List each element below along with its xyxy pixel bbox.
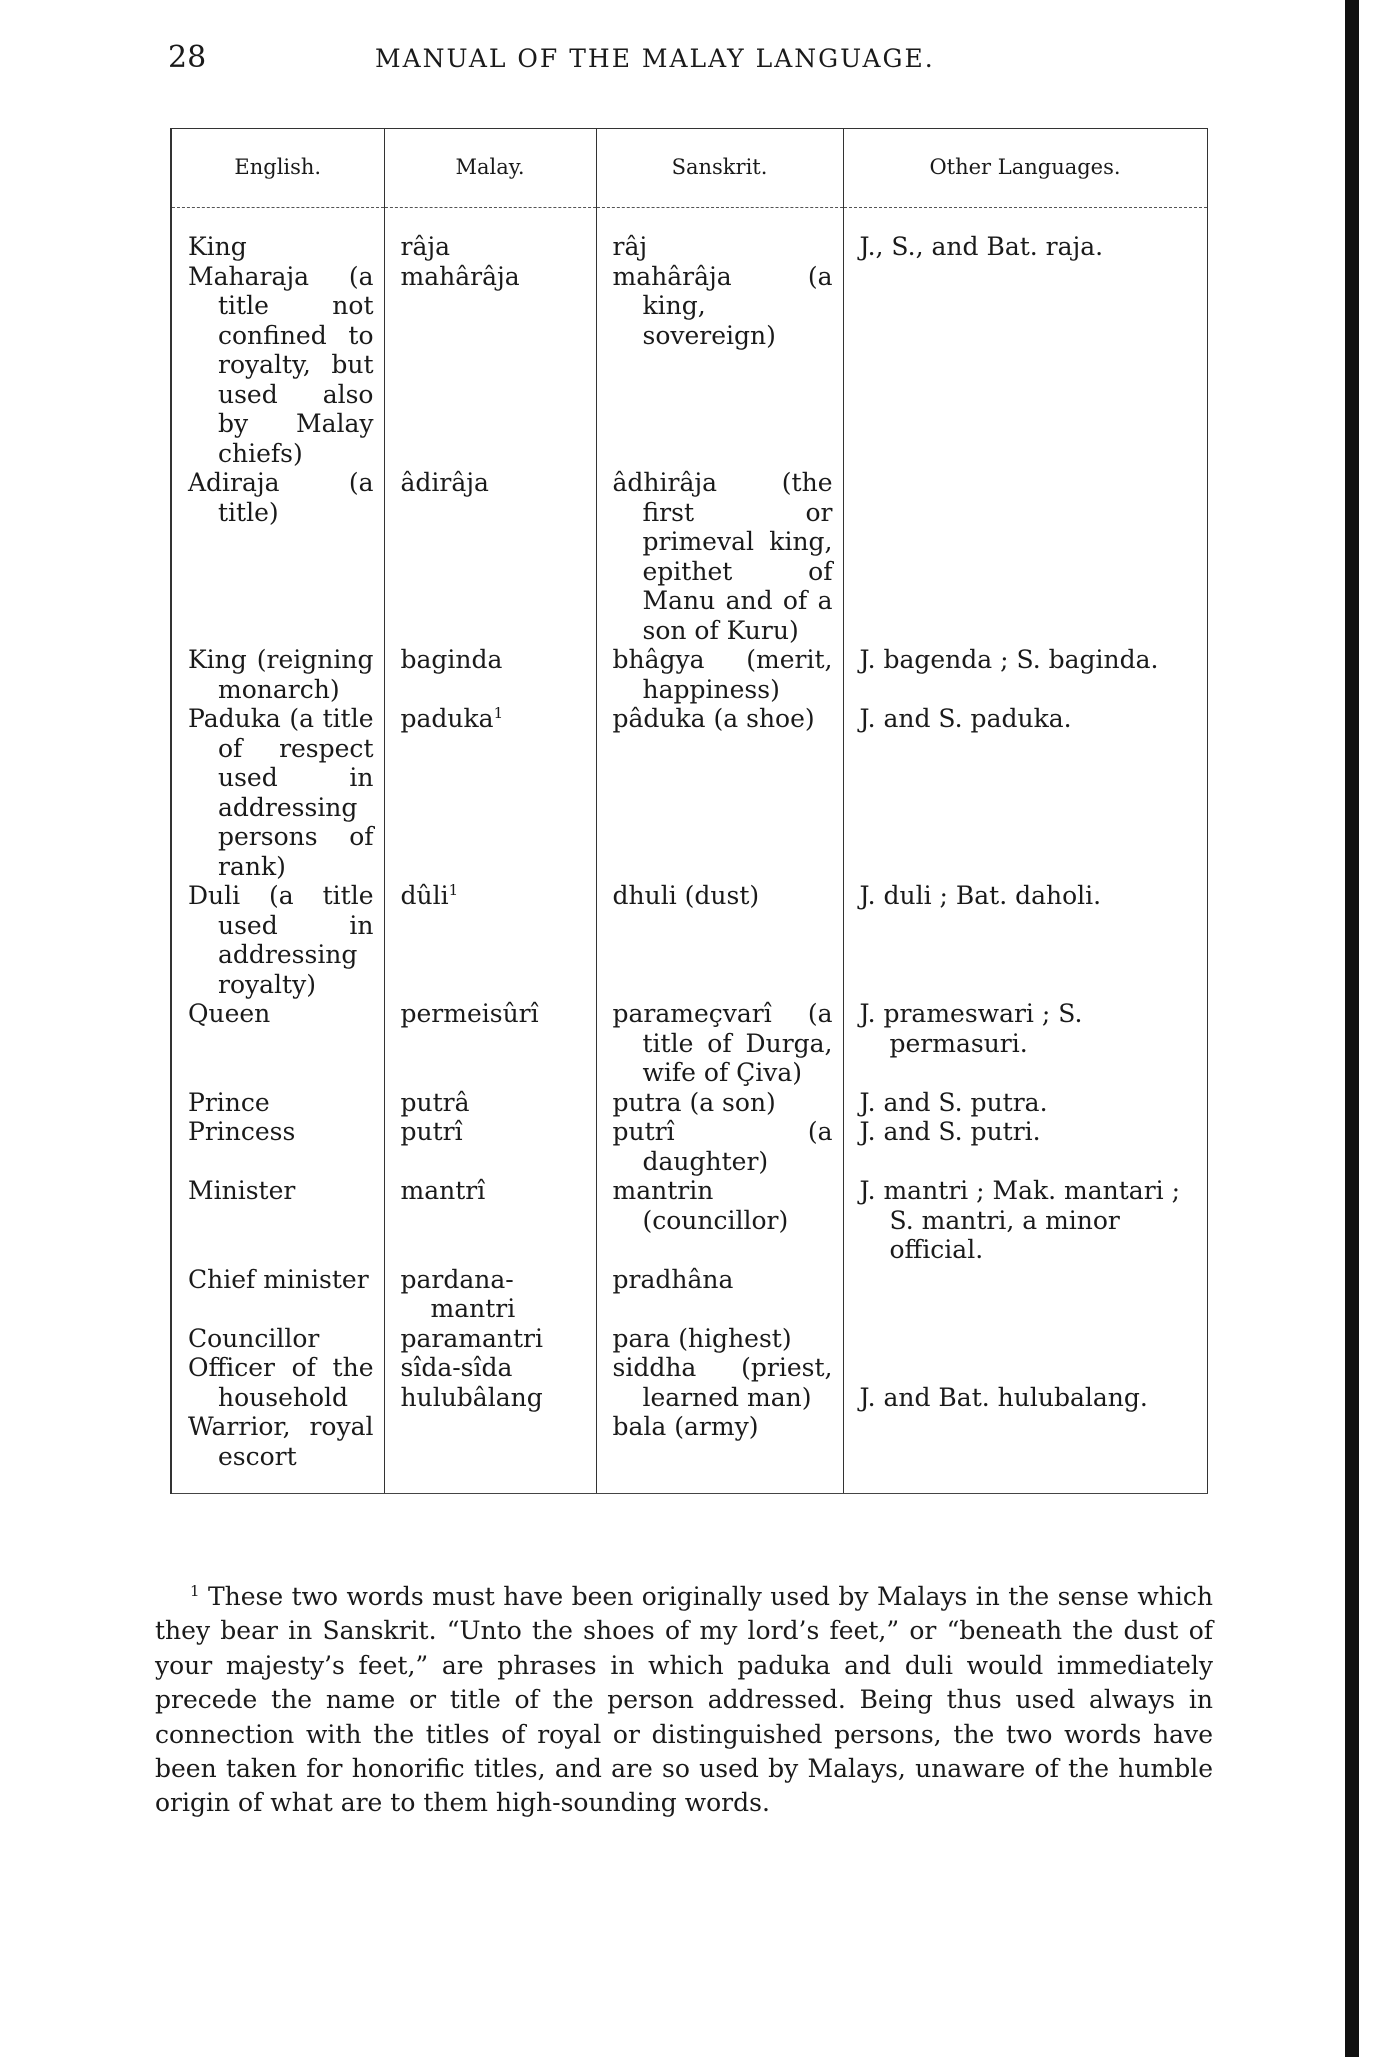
sanskrit-text: mantrin (councillor): [612, 1176, 789, 1235]
malay-text: putrâ: [400, 1087, 470, 1117]
cell-sanskrit: [596, 262, 843, 469]
column-header: English.: [171, 129, 384, 208]
other-text: J., S., and Bat. raja.: [859, 232, 1104, 261]
column-header: Other Languages.: [843, 129, 1207, 208]
cell-english: [171, 645, 384, 704]
cell-malay: [384, 1324, 596, 1494]
malay-entry: [401, 1353, 586, 1383]
cell-other: [843, 262, 1207, 469]
table-row: [171, 645, 1207, 704]
sanskrit-entry: [613, 645, 833, 704]
footnote-reference: 1: [448, 881, 459, 899]
sanskrit-text: mahârâja (a king, sovereign): [612, 261, 833, 350]
cell-sanskrit: [596, 704, 843, 881]
english-entry: [188, 704, 374, 881]
malay-text: permeisûrî: [400, 999, 539, 1028]
cell-english: [171, 1265, 384, 1324]
cell-sanskrit: [596, 999, 843, 1088]
sanskrit-text: dhuli (dust): [612, 881, 760, 910]
running-title: MANUAL OF THE MALAY LANGUAGE.: [375, 44, 935, 73]
sanskrit-text: bhâgya (merit, happiness): [612, 645, 833, 704]
cell-sanskrit: [596, 1265, 843, 1324]
english-text: King (reigning monarch): [188, 645, 374, 704]
malay-text: dûli: [400, 881, 449, 910]
english-entry: [188, 262, 374, 469]
sanskrit-text: âdhirâja (the first or primeval king, epithet of Manu and of a son of Kuru): [612, 468, 833, 645]
cell-english: [171, 999, 384, 1088]
malay-entry: [401, 232, 586, 262]
sanskrit-text: parameçvarî (a title of Durga, wife of Çiva): [612, 999, 833, 1087]
cell-other: [843, 1324, 1207, 1494]
other-entry: [860, 1176, 1197, 1265]
malay-text: âdirâja: [400, 468, 489, 497]
malay-text: mantrî: [400, 1176, 486, 1205]
malay-entry: [401, 1088, 586, 1118]
sanskrit-text: râj: [612, 232, 648, 261]
other-text: J. and S. paduka.: [859, 704, 1072, 733]
other-entry: [860, 1088, 1197, 1118]
malay-text: hulubâlang: [400, 1382, 543, 1412]
cell-other: [843, 704, 1207, 881]
malay-entry: [401, 262, 586, 292]
cell-sanskrit: [596, 208, 843, 262]
malay-entry: [401, 881, 586, 911]
cell-malay: [384, 262, 596, 469]
other-text: J. duli ; Bat. daholi.: [859, 881, 1102, 910]
binding-edge: [1345, 0, 1359, 2057]
column-header: Malay.: [384, 129, 596, 208]
other-text: J. prameswari ; S. permasuri.: [859, 999, 1083, 1058]
column-header: Sanskrit.: [596, 129, 843, 208]
cell-english: [171, 704, 384, 881]
cell-sanskrit: [596, 1088, 843, 1177]
table-row: [171, 468, 1207, 645]
malay-entry: [401, 1324, 586, 1354]
sanskrit-entry: [613, 232, 833, 262]
table-row: [171, 1265, 1207, 1324]
other-entry: [860, 1353, 1197, 1383]
sanskrit-entry: [613, 999, 833, 1088]
sanskrit-entry: [613, 468, 833, 645]
malay-text: râja: [400, 232, 451, 261]
malay-entry: [401, 1117, 586, 1147]
cell-malay: [384, 1176, 596, 1265]
other-entry: [860, 1117, 1197, 1147]
cell-malay: [384, 468, 596, 645]
cell-sanskrit: [596, 468, 843, 645]
table-row: [171, 208, 1207, 262]
sanskrit-text: siddha (priest, learned man): [612, 1353, 833, 1412]
cell-english: [171, 1176, 384, 1265]
other-text: J. and S. putri.: [859, 1117, 1041, 1146]
english-entry: [188, 232, 374, 262]
malay-entry: [401, 645, 586, 675]
cell-sanskrit: [596, 881, 843, 999]
cell-malay: [384, 999, 596, 1088]
cell-sanskrit: [596, 645, 843, 704]
english-entry: [188, 999, 374, 1029]
english-text: Warrior, royal escort: [188, 1412, 374, 1471]
other-text: J. bagenda ; S. baginda.: [859, 645, 1159, 674]
english-entry: [188, 1412, 374, 1471]
cell-malay: [384, 881, 596, 999]
sanskrit-text: pradhâna: [612, 1264, 734, 1294]
malay-entry: [401, 1383, 586, 1413]
sanskrit-entry: [613, 1265, 833, 1295]
cell-other: [843, 1265, 1207, 1324]
cell-english: [171, 1088, 384, 1177]
english-text: Adiraja (a title): [188, 468, 374, 527]
malay-text: paduka: [400, 704, 494, 733]
sanskrit-text: bala (army): [612, 1412, 759, 1441]
english-entry: [188, 1353, 374, 1412]
other-text: J. and S. putra.: [859, 1087, 1048, 1117]
sanskrit-entry: [613, 704, 833, 734]
sanskrit-text: para (highest): [612, 1323, 792, 1353]
malay-text: sîda-sîda: [400, 1353, 513, 1382]
table-row: [171, 1088, 1207, 1177]
sanskrit-entry: [613, 881, 833, 911]
cell-other: [843, 645, 1207, 704]
cell-other: [843, 208, 1207, 262]
malay-entry: [401, 1176, 586, 1206]
english-entry: [188, 881, 374, 999]
footnote: [155, 1580, 1213, 1821]
cell-english: [171, 1324, 384, 1494]
english-entry: [188, 468, 374, 527]
malay-text: baginda: [400, 645, 503, 674]
english-entry: [188, 645, 374, 704]
english-entry: [188, 1176, 374, 1206]
cell-sanskrit: [596, 1324, 843, 1494]
table-row: [171, 881, 1207, 999]
sanskrit-text: putra (a son): [612, 1087, 776, 1117]
vocabulary-table: [170, 128, 1208, 1494]
footnote-reference: 1: [493, 704, 504, 722]
table-row: [171, 704, 1207, 881]
sanskrit-entry: [613, 1117, 833, 1176]
other-entry: [860, 881, 1197, 911]
cell-malay: [384, 1265, 596, 1324]
table-row: [171, 999, 1207, 1088]
malay-text: putrî: [400, 1117, 463, 1146]
english-text: Duli (a title used in addressing royalty): [188, 881, 374, 999]
english-text: King: [188, 232, 247, 261]
english-text: Paduka (a title of respect used in addressing persons of rank): [188, 704, 374, 881]
cell-english: [171, 468, 384, 645]
sanskrit-entry: [613, 1088, 833, 1118]
cell-other: [843, 468, 1207, 645]
cell-other: [843, 999, 1207, 1088]
malay-entry: [401, 999, 586, 1029]
sanskrit-entry: [613, 1353, 833, 1412]
malay-text: paramantri: [400, 1323, 543, 1353]
malay-text: mahârâja: [400, 261, 520, 291]
cell-malay: [384, 645, 596, 704]
table-row: [171, 1176, 1207, 1265]
other-entry: [860, 1324, 1197, 1354]
malay-entry: [401, 468, 586, 498]
other-entry: [860, 232, 1197, 262]
other-text: J. mantri ; Mak. mantari ; S. mantri, a minor official.: [859, 1176, 1181, 1264]
cell-malay: [384, 704, 596, 881]
cell-other: [843, 881, 1207, 999]
other-entry: [860, 999, 1197, 1058]
cell-english: [171, 208, 384, 262]
footnote-marker: 1: [190, 1582, 200, 1600]
english-text: Maharaja (a title not confined to royalty, but used also by Malay chiefs): [188, 261, 374, 468]
english-text: Chief minister: [188, 1264, 369, 1294]
cell-malay: [384, 208, 596, 262]
english-entry: [188, 1088, 374, 1118]
cell-english: [171, 262, 384, 469]
page-number: 28: [168, 40, 207, 75]
english-text: Queen: [188, 999, 271, 1028]
cell-other: [843, 1088, 1207, 1177]
english-entry: [188, 1265, 374, 1295]
sanskrit-entry: [613, 1324, 833, 1354]
cell-english: [171, 881, 384, 999]
cell-other: [843, 1176, 1207, 1265]
sanskrit-text: putrî (a daughter): [612, 1117, 833, 1176]
english-entry: [188, 1324, 374, 1354]
table-row: [171, 1324, 1207, 1494]
sanskrit-text: pâduka (a shoe): [612, 704, 815, 733]
other-text: J. and Bat. hulubalang.: [859, 1382, 1148, 1412]
english-text: Princess: [188, 1117, 296, 1146]
sanskrit-entry: [613, 1412, 833, 1442]
english-entry: [188, 1117, 374, 1147]
english-text: Officer of the household: [188, 1353, 374, 1412]
other-entry: [860, 645, 1197, 675]
english-text: Councillor: [188, 1323, 320, 1353]
english-text: Minister: [188, 1176, 296, 1205]
cell-malay: [384, 1088, 596, 1177]
other-entry: [860, 704, 1197, 734]
footnote-text: These two words must have been originally used by Malays in the sense which they bear in Sanskrit. “Unto the shoes of my lord’s feet,” or “beneath the dust of your majesty’s feet,” are phrases in which paduka and duli would immediately precede the name or title of the person addressed. Being thus used always in connection with the titles of royal or distinguished persons, the two words have been taken for honorific titles, and are so used by Malays, unaware of the humble origin of what are to them high-sounding words.: [155, 1582, 1213, 1818]
table-row: [171, 262, 1207, 469]
english-text: Prince: [188, 1087, 270, 1117]
malay-entry: [401, 704, 586, 734]
table-header-row: [171, 129, 1207, 208]
other-entry: [860, 1383, 1197, 1413]
cell-sanskrit: [596, 1176, 843, 1265]
sanskrit-entry: [613, 262, 833, 351]
sanskrit-entry: [613, 1176, 833, 1235]
malay-text: pardana-mantri: [400, 1264, 516, 1323]
malay-entry: [401, 1265, 586, 1324]
